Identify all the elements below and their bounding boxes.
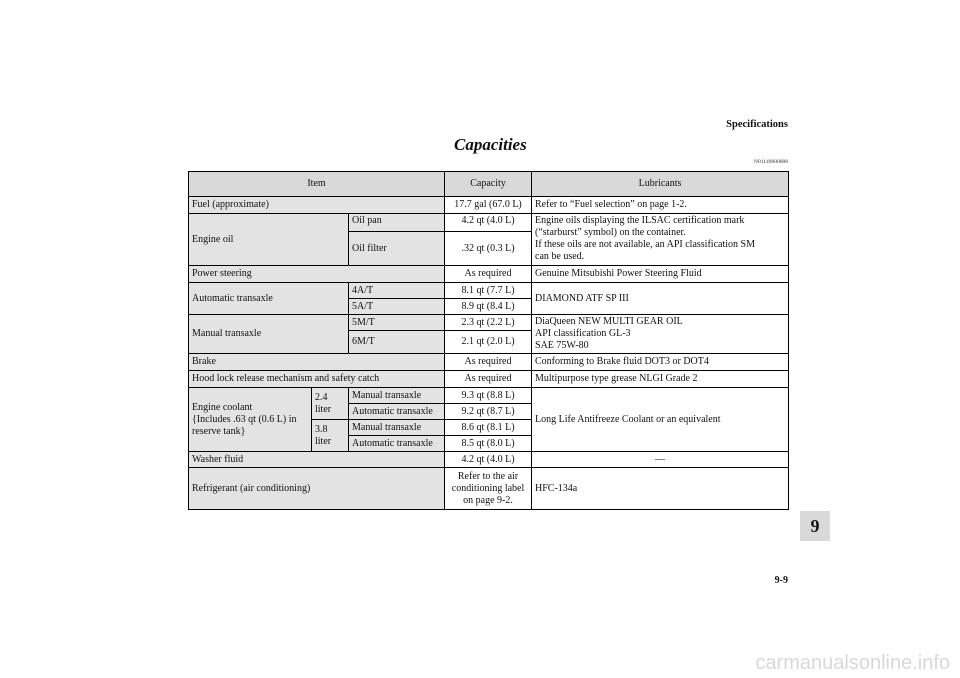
row-lubricant: Refer to “Fuel selection” on page 1-2.: [532, 197, 789, 214]
item-line: reserve tank}: [192, 425, 246, 437]
item-line: {Includes .63 qt (0.6 L) in: [192, 413, 297, 425]
row-lubricant: HFC-134a: [532, 468, 789, 510]
row-item: Manual transaxle: [189, 315, 349, 354]
running-head: Specifications: [726, 119, 788, 130]
row-capacity: 2.3 qt (2.2 L): [445, 315, 532, 331]
row-subitem: Oil pan: [349, 214, 445, 232]
row-capacity: [445, 468, 532, 510]
row-capacity: .32 qt (0.3 L): [445, 232, 532, 266]
header-item: Item: [189, 172, 445, 197]
row-capacity: 2.1 qt (2.0 L): [445, 331, 532, 354]
row-lubricant: Conforming to Brake fluid DOT3 or DOT4: [532, 354, 789, 371]
row-subitem: 4A/T: [349, 283, 445, 299]
table-row: [189, 452, 789, 468]
row-capacity: As required: [445, 266, 532, 283]
row-lubricant: Multipurpose type grease NLGI Grade 2: [532, 371, 789, 388]
table-row: [189, 468, 789, 510]
row-lubricant: Genuine Mitsubishi Power Steering Fluid: [532, 266, 789, 283]
row-item: Washer fluid: [189, 452, 445, 468]
row-capacity: As required: [445, 371, 532, 388]
capacity-line: conditioning label: [451, 482, 525, 494]
row-capacity: 4.2 qt (4.0 L): [445, 214, 532, 232]
row-item: Brake: [189, 354, 445, 371]
lubricant-line: API classification GL-3: [535, 328, 631, 339]
table-header-row: [189, 172, 789, 197]
lubricant-line: (“starburst” symbol) on the container.: [535, 227, 686, 238]
capacity-line: on page 9-2.: [463, 494, 513, 506]
row-subitem: Automatic transaxle: [349, 436, 445, 452]
chapter-tab: 9: [800, 511, 830, 541]
row-item: Automatic transaxle: [189, 283, 349, 315]
row-capacity: 8.1 qt (7.7 L): [445, 283, 532, 299]
row-subitem: 5M/T: [349, 315, 445, 331]
table-row: [189, 354, 789, 371]
table-row: [189, 214, 789, 232]
watermark: carmanualsonline.info: [755, 652, 950, 674]
capacity-line: Refer to the air: [457, 470, 519, 482]
row-capacity: 17.7 gal (67.0 L): [445, 197, 532, 214]
table-row: [189, 283, 789, 299]
page-number: 9-9: [774, 575, 788, 586]
capacities-table: [188, 171, 789, 510]
row-subitem: Oil filter: [349, 232, 445, 266]
row-item: Engine oil: [189, 214, 349, 266]
page-title: Capacities: [454, 135, 527, 154]
row-lubricant: [532, 214, 789, 266]
row-item: Hood lock release mechanism and safety catch: [189, 371, 445, 388]
row-capacity: 9.2 qt (8.7 L): [445, 404, 532, 420]
row-item: [189, 388, 312, 452]
row-subitem: 5A/T: [349, 299, 445, 315]
row-capacity: 8.6 qt (8.1 L): [445, 420, 532, 436]
document-code: N01149000888: [753, 159, 788, 165]
header-capacity: Capacity: [445, 172, 532, 197]
row-lubricant: DIAMOND ATF SP III: [532, 283, 789, 315]
table-row: [189, 388, 789, 404]
row-subitem: Automatic transaxle: [349, 404, 445, 420]
row-lubricant: [532, 315, 789, 354]
table-row: [189, 266, 789, 283]
row-item: Refrigerant (air conditioning): [189, 468, 445, 510]
table-row: [189, 371, 789, 388]
row-item: Fuel (approximate): [189, 197, 445, 214]
lubricant-line: If these oils are not available, an API classification SM: [535, 239, 755, 250]
lubricant-line: can be used.: [535, 251, 585, 262]
table-row: [189, 197, 789, 214]
row-lubricant: —: [532, 452, 789, 468]
row-capacity: 4.2 qt (4.0 L): [445, 452, 532, 468]
row-subitem: Manual transaxle: [349, 388, 445, 404]
table-row: [189, 315, 789, 331]
header-lubricants: Lubricants: [532, 172, 789, 197]
row-subitem: 6M/T: [349, 331, 445, 354]
engine-size-label: 3.8 liter: [312, 420, 349, 452]
row-item: Power steering: [189, 266, 445, 283]
row-capacity: As required: [445, 354, 532, 371]
lubricant-line: Engine oils displaying the ILSAC certification mark: [535, 215, 745, 226]
item-line: Engine coolant: [192, 401, 253, 413]
row-lubricant: Long Life Antifreeze Coolant or an equivalent: [532, 388, 789, 452]
row-capacity: 9.3 qt (8.8 L): [445, 388, 532, 404]
row-capacity: 8.9 qt (8.4 L): [445, 299, 532, 315]
row-capacity: 8.5 qt (8.0 L): [445, 436, 532, 452]
engine-size-label: 2.4 liter: [312, 388, 349, 420]
lubricant-line: SAE 75W-80: [535, 340, 589, 351]
lubricant-line: DiaQueen NEW MULTI GEAR OIL: [535, 316, 683, 327]
row-subitem: Manual transaxle: [349, 420, 445, 436]
